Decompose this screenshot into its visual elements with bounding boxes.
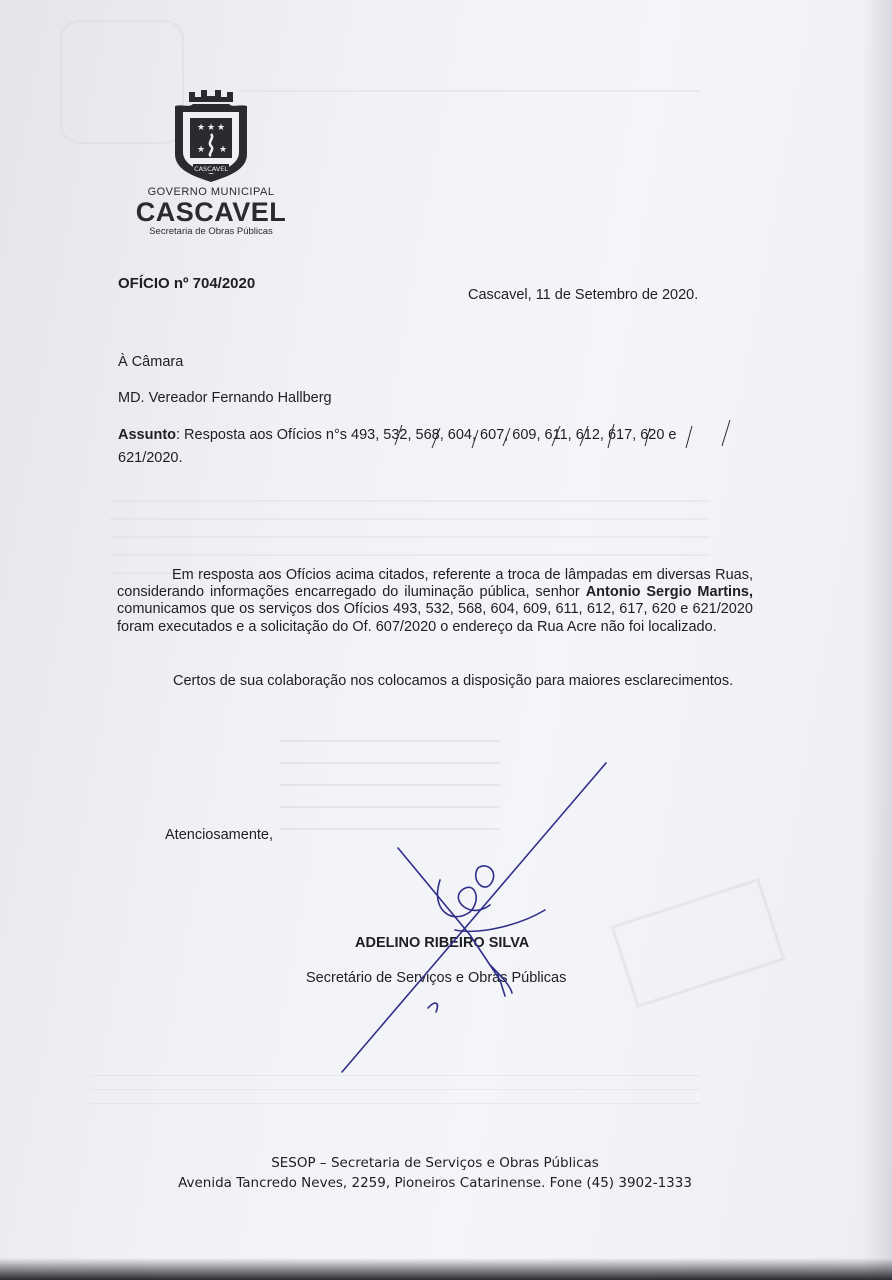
body-p1-start: Em resposta aos Ofícios acima citados, referente a troca de lâmpadas em diversas Ruas, considerando informações encarregado do iluminação pública, senhor: [117, 567, 753, 601]
closing: Atenciosamente,: [165, 827, 274, 843]
svg-text:★: ★: [197, 123, 206, 133]
subject-line: [118, 426, 778, 444]
svg-text:CASCAVEL: CASCAVEL: [194, 165, 228, 173]
subject-label: Assunto: [118, 427, 176, 443]
government-label: GOVERNO MUNICIPAL: [147, 186, 275, 198]
letter-date: Cascavel, 11 de Setembro de 2020.: [468, 287, 699, 303]
body-p1-end: comunicamos que os serviços dos Ofícios 493, 532, 568, 604, 609, 611, 612, 617, 620 e 621/2020 foram executados e a solicitação do Of. 607/2020 o endereço da Rua Acre não foi localizado.: [117, 601, 753, 635]
body-p1-person: Antonio Sergio Martins,: [585, 584, 754, 601]
svg-text:★: ★: [197, 145, 206, 155]
subject-continuation: 621/2020.: [118, 450, 183, 466]
svg-text:★: ★: [207, 123, 216, 133]
department-name: Secretaria de Obras Públicas: [149, 226, 273, 237]
letter-reference: OFÍCIO nº 704/2020: [118, 275, 256, 292]
signatory-name: ADELINO RIBEIRO SILVA: [355, 935, 530, 951]
municipal-logo: [118, 84, 304, 254]
page-shadow: [862, 0, 892, 1280]
footer-line-1: SESOP – Secretaria de Serviços e Obras Públicas: [271, 1155, 599, 1171]
subject-text: : Resposta aos Ofícios n°s 493, 532, 568, 604, 607, 609, 611, 612, 617, 620 e: [176, 427, 677, 443]
photo-bottom-edge: [0, 1258, 892, 1280]
svg-text:★: ★: [217, 123, 226, 133]
recipient-line-2: MD. Vereador Fernando Hallberg: [118, 390, 332, 406]
city-crest-icon: [163, 84, 259, 184]
recipient-line-1: À Câmara: [118, 354, 184, 370]
svg-text:★: ★: [219, 145, 228, 155]
city-name: CASCAVEL: [135, 197, 287, 227]
footer-line-2: Avenida Tancredo Neves, 2259, Pioneiros Catarinense. Fone (45) 3902-1333: [178, 1175, 692, 1191]
signatory-title: Secretário de Serviços e Obras Públicas: [306, 970, 567, 986]
body-paragraph-2: Certos de sua colaboração nos colocamos a disposição para maiores esclarecimentos.: [173, 673, 734, 689]
body-paragraph-1: [117, 567, 753, 636]
